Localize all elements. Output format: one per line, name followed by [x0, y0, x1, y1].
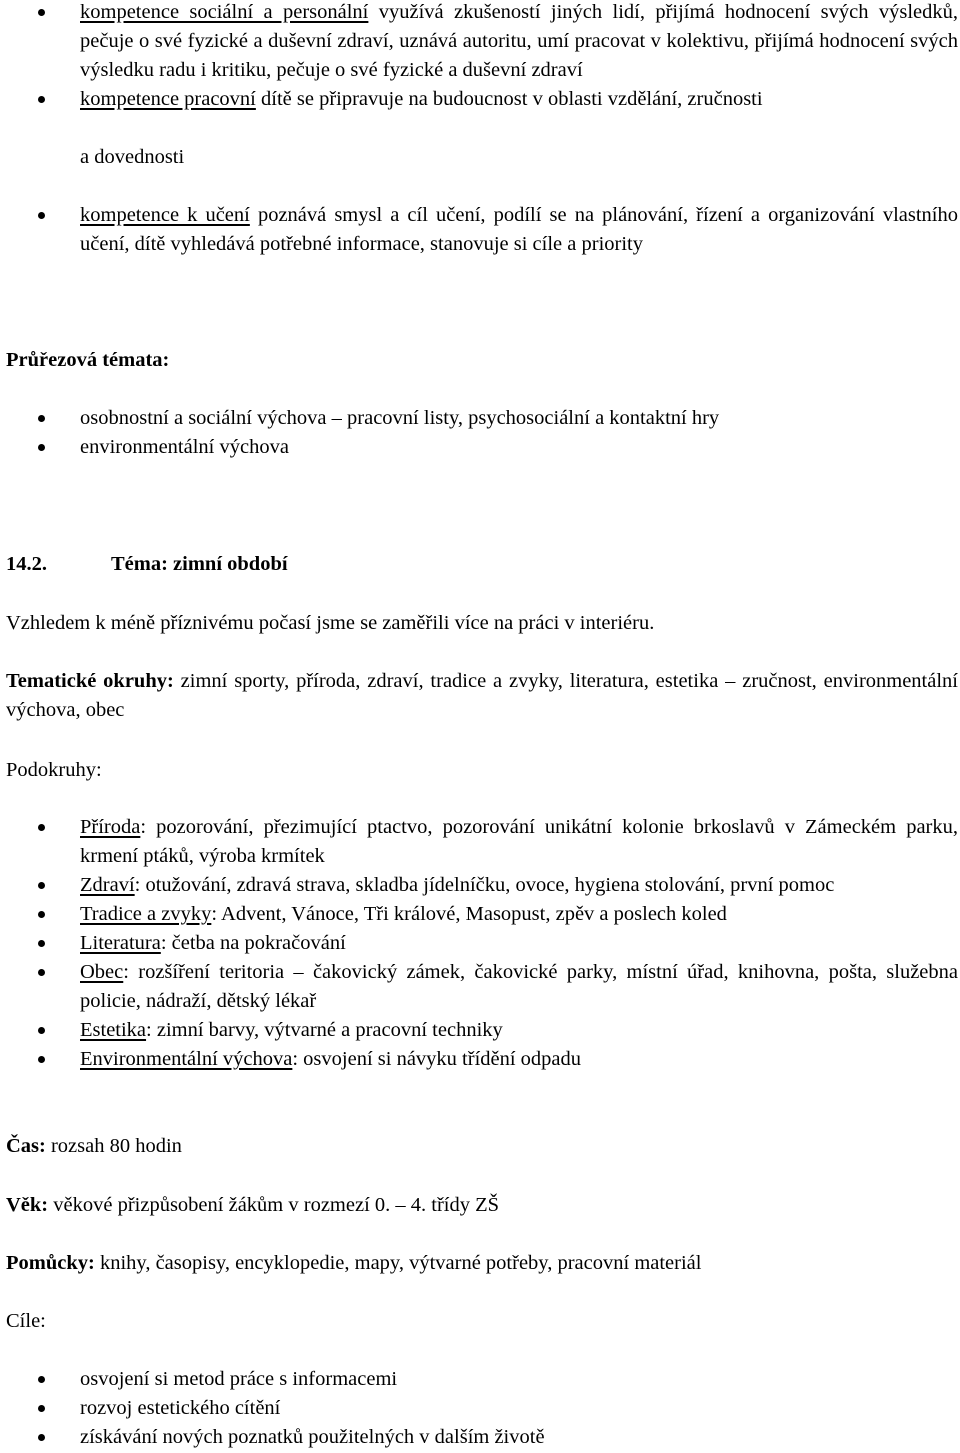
list-item — [0, 1016, 958, 1045]
goals-heading: Cíle: — [6, 1310, 46, 1332]
list-item: rozvoj estetického cítění — [0, 1394, 958, 1423]
age-label: Věk: — [6, 1194, 49, 1216]
aids-text: knihy, časopisy, encyklopedie, mapy, výtvarné potřeby, pracovní materiál — [94, 1252, 702, 1274]
subtopic-text: : pozorování, přezimující ptactvo, pozorování unikátní kolonie brkoslavů v Zámeckém parku, krmení ptáků, výroba krmítek — [80, 816, 958, 867]
goals-list — [0, 1365, 958, 1452]
subtopic-term: Příroda — [80, 816, 141, 838]
list-item — [0, 871, 958, 900]
section-number: 14.2. — [6, 553, 47, 575]
competence-list — [0, 0, 958, 259]
thematic-paragraph — [6, 667, 958, 725]
competence-term: kompetence pracovní — [80, 88, 256, 110]
list-item — [0, 1045, 958, 1074]
list-item — [0, 929, 958, 958]
competence-term: kompetence k učení — [80, 204, 250, 226]
list-item: získávání nových poznatků použitelných v dalším životě — [0, 1423, 958, 1452]
aids-line — [6, 1249, 958, 1278]
subtopic-text: : otužování, zdravá strava, skladba jídelníčku, ovoce, hygiena stolování, první pomoc — [134, 874, 835, 896]
subtopic-text: : rozšíření teritoria – čakovický zámek, čakovické parky, místní úřad, knihovna, pošta, služebna policie, nádraží, dětský lékař — [80, 961, 958, 1012]
subtopic-term: Zdraví — [80, 874, 135, 896]
list-item: environmentální výchova — [0, 433, 958, 462]
competence-text: poznává smysl a cíl učení, podílí se na plánování, řízení a organizování vlastního učení, dítě vyhledává potřebné informace, stanovuje si cíle a priority — [80, 204, 958, 255]
thematic-label: Tematické okruhy: — [6, 670, 174, 692]
list-item — [0, 0, 958, 85]
subtopics-list — [0, 813, 958, 1074]
subtopic-term: Tradice a zvyky — [80, 903, 212, 925]
age-text: věkové přizpůsobení žákům v rozmezí 0. – 4. třídy ZŠ — [48, 1194, 500, 1216]
subtopic-term: Obec — [80, 961, 124, 983]
subtopic-text: : zimní barvy, výtvarné a pracovní techniky — [146, 1019, 503, 1041]
time-text: rozsah 80 hodin — [45, 1135, 182, 1157]
thematic-text: zimní sporty, příroda, zdraví, tradice a zvyky, literatura, estetika – zručnost, environmentální výchova, obec — [6, 670, 958, 721]
subtopic-text: : četba na pokračování — [160, 932, 346, 954]
list-item — [0, 85, 958, 172]
subtopic-term: Environmentální výchova — [80, 1048, 293, 1070]
subtopic-text: : Advent, Vánoce, Tři králové, Masopust, zpěv a poslech koled — [211, 903, 727, 925]
age-line — [6, 1191, 958, 1220]
subtopic-text: : osvojení si návyku třídění odpadu — [292, 1048, 582, 1070]
competence-term: kompetence sociální a personální — [80, 1, 369, 23]
list-item — [0, 958, 958, 1016]
time-line — [6, 1132, 958, 1161]
list-item — [0, 813, 958, 871]
cross-topics-list — [0, 404, 958, 462]
cross-topics-heading: Průřezová témata: — [6, 349, 170, 371]
aids-label: Pomůcky: — [6, 1252, 95, 1274]
list-item: osvojení si metod práce s informacemi — [0, 1365, 958, 1394]
time-label: Čas: — [6, 1135, 46, 1157]
list-item — [0, 900, 958, 929]
section-title: Téma: zimní období — [111, 553, 288, 575]
intro-paragraph: Vzhledem k méně příznivému počasí jsme se zaměřili více na práci v interiéru. — [6, 612, 655, 634]
list-item: osobnostní a sociální výchova – pracovní listy, psychosociální a kontaktní hry — [0, 404, 958, 433]
subtopics-heading: Podokruhy: — [6, 759, 102, 781]
competence-text: dítě se připravuje na budoucnost v oblasti vzdělání, zručnosti — [255, 88, 763, 110]
subtopic-term: Estetika — [80, 1019, 147, 1041]
competence-text-continuation: a dovednosti — [80, 146, 185, 168]
competence-text: využívá zkušeností jiných lidí, přijímá hodnocení svých výsledků, pečuje o své fyzické a duševní zdraví, uznává autoritu, umí pracovat v kolektivu, přijímá hodnocení svých výsledku radu i kritiku, pečuje o své fyzické a duševní zdraví — [80, 1, 959, 81]
section-heading — [6, 550, 288, 579]
subtopic-term: Literatura — [80, 932, 161, 954]
list-item — [0, 201, 958, 259]
